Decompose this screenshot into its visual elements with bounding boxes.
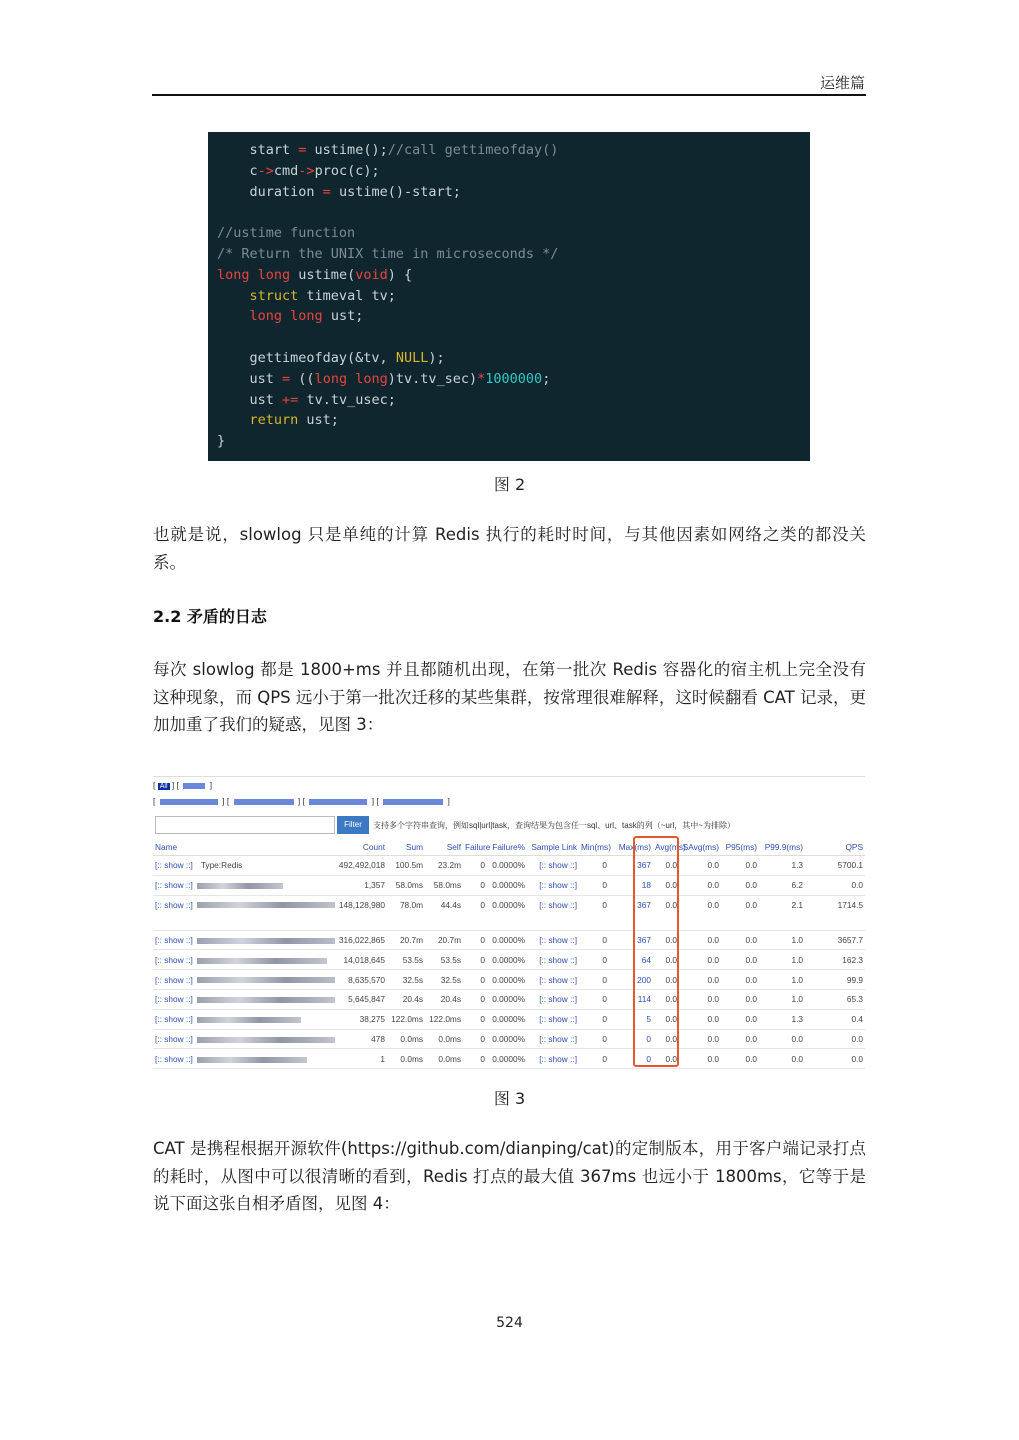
row-min: 0 <box>579 875 609 895</box>
col-savg[interactable]: SAvg(ms) <box>679 840 721 856</box>
code-line: ust += tv.tv_usec; <box>217 391 396 408</box>
row-count: 14,018,645 <box>335 950 387 970</box>
col-sum[interactable]: Sum <box>387 840 425 856</box>
cat-nav-row-2: [ ] [ ] [ ] [ ] <box>153 796 450 806</box>
row-self: 58.0ms <box>425 875 463 895</box>
row-min: 0 <box>579 895 609 930</box>
filter-hint: 支持多个字符串查询，例如sql|url|task，查询结果为包含任一sql、url、task的列（~url，其中~为排除） <box>373 821 735 830</box>
row-name[interactable] <box>153 1049 335 1069</box>
code-line: duration = ustime()-start; <box>217 183 461 200</box>
row-qps: 0.0 <box>805 875 865 895</box>
row-min: 0 <box>579 970 609 990</box>
row-self: 0.0ms <box>425 1029 463 1049</box>
redacted-name <box>197 1037 335 1043</box>
row-qps: 3657.7 <box>805 930 865 950</box>
nav-item[interactable] <box>309 799 367 805</box>
cat-table <box>153 840 865 1069</box>
row-self: 20.7m <box>425 930 463 950</box>
row-sum: 20.7m <box>387 930 425 950</box>
row-p95: 0.0 <box>721 930 759 950</box>
row-count: 8,635,570 <box>335 970 387 990</box>
row-count: 5,645,847 <box>335 989 387 1009</box>
row-self: 32.5s <box>425 970 463 990</box>
row-name[interactable] <box>153 989 335 1009</box>
row-sum: 100.5m <box>387 856 425 876</box>
col-count[interactable]: Count <box>335 840 387 856</box>
row-count: 1,357 <box>335 875 387 895</box>
show-link[interactable]: [:: show ::] <box>155 1053 193 1064</box>
row-qps: 65.3 <box>805 989 865 1009</box>
row-avg: 0.0 <box>653 875 679 895</box>
show-link[interactable]: [:: show ::] <box>155 934 193 945</box>
row-savg: 0.0 <box>679 856 721 876</box>
code-line: struct timeval tv; <box>249 287 396 304</box>
table-row[interactable] <box>153 1009 865 1029</box>
col-failure-pct[interactable]: Failure% <box>487 840 527 856</box>
col-self[interactable]: Self <box>425 840 463 856</box>
row-p999: 1.3 <box>759 856 805 876</box>
row-min: 0 <box>579 856 609 876</box>
row-name[interactable] <box>153 950 335 970</box>
show-link[interactable]: [:: show ::] <box>155 1033 193 1044</box>
row-sum: 0.0ms <box>387 1029 425 1049</box>
header-rule <box>152 94 866 96</box>
row-sample-link[interactable]: [:: show ::] <box>527 989 579 1009</box>
row-avg: 0.0 <box>653 970 679 990</box>
row-avg: 0.0 <box>653 895 679 930</box>
code-line: c->cmd->proc(c); <box>217 162 380 179</box>
row-max: 5 <box>609 1009 653 1029</box>
row-failure-pct: 0.0000% <box>487 950 527 970</box>
code-line: gettimeofday(&tv, NULL); <box>217 349 445 366</box>
section-title: 2.2 矛盾的日志 <box>153 607 267 626</box>
row-self: 122.0ms <box>425 1009 463 1029</box>
row-min: 0 <box>579 1049 609 1069</box>
paragraph-1: 也就是说，slowlog 只是单纯的计算 Redis 执行的耗时时间，与其他因素如网络之类的都没关系。 <box>153 525 866 572</box>
show-link[interactable]: [:: show ::] <box>155 899 193 910</box>
row-avg: 0.0 <box>653 989 679 1009</box>
row-p95: 0.0 <box>721 895 759 930</box>
row-self: 0.0ms <box>425 1049 463 1069</box>
row-sum: 53.5s <box>387 950 425 970</box>
row-sum: 122.0ms <box>387 1009 425 1029</box>
row-self: 23.2m <box>425 856 463 876</box>
code-line: /* Return the UNIX time in microseconds */ <box>217 245 559 262</box>
row-sample-link[interactable]: [:: show ::] <box>527 1049 579 1069</box>
redacted-name <box>197 997 335 1003</box>
row-failure: 0 <box>463 1009 487 1029</box>
row-p999: 0.0 <box>759 1029 805 1049</box>
row-failure: 0 <box>463 1049 487 1069</box>
row-p95: 0.0 <box>721 1029 759 1049</box>
show-link[interactable]: [:: show ::] <box>155 994 193 1005</box>
row-failure-pct: 0.0000% <box>487 989 527 1009</box>
row-p999: 6.2 <box>759 875 805 895</box>
redacted-name <box>197 883 283 889</box>
row-p95: 0.0 <box>721 1009 759 1029</box>
row-qps: 0.4 <box>805 1009 865 1029</box>
col-name[interactable]: Name <box>153 840 335 856</box>
row-savg: 0.0 <box>679 950 721 970</box>
figure-2-caption: 图 2 <box>493 475 526 494</box>
row-count: 492,492,018 <box>335 856 387 876</box>
code-block <box>208 132 810 461</box>
col-p999[interactable]: P99.9(ms) <box>759 840 805 856</box>
row-max: 114 <box>609 989 653 1009</box>
row-savg: 0.0 <box>679 970 721 990</box>
row-min: 0 <box>579 989 609 1009</box>
row-sample-link[interactable]: [:: show ::] <box>527 856 579 876</box>
row-qps: 1714.5 <box>805 895 865 930</box>
redacted-name <box>197 938 335 944</box>
redacted-name <box>197 902 335 908</box>
row-p95: 0.0 <box>721 989 759 1009</box>
cat-top-line <box>153 776 865 777</box>
row-sample-link[interactable]: [:: show ::] <box>527 970 579 990</box>
row-sample-link[interactable]: [:: show ::] <box>527 930 579 950</box>
row-failure-pct: 0.0000% <box>487 1009 527 1029</box>
row-max: 367 <box>609 895 653 930</box>
row-self: 20.4s <box>425 989 463 1009</box>
table-row[interactable] <box>153 875 865 895</box>
table-row[interactable] <box>153 970 865 990</box>
table-row[interactable] <box>153 950 865 970</box>
nav-item[interactable] <box>160 799 218 805</box>
row-max: 367 <box>609 856 653 876</box>
row-savg: 0.0 <box>679 895 721 930</box>
row-count: 148,128,980 <box>335 895 387 930</box>
row-min: 0 <box>579 930 609 950</box>
show-link[interactable]: [:: show ::] <box>155 974 193 985</box>
row-name[interactable] <box>153 895 335 930</box>
row-sum: 20.4s <box>387 989 425 1009</box>
row-name[interactable] <box>153 1009 335 1029</box>
table-row[interactable] <box>153 930 865 950</box>
col-failure[interactable]: Failure <box>463 840 487 856</box>
table-row[interactable] <box>153 1049 865 1069</box>
row-name[interactable] <box>153 930 335 950</box>
row-savg: 0.0 <box>679 1029 721 1049</box>
row-sum: 78.0m <box>387 895 425 930</box>
row-name[interactable] <box>153 970 335 990</box>
row-p999: 1.0 <box>759 950 805 970</box>
row-max: 18 <box>609 875 653 895</box>
row-savg: 0.0 <box>679 1009 721 1029</box>
row-failure: 0 <box>463 950 487 970</box>
redacted-name <box>197 1057 307 1063</box>
row-p95: 0.0 <box>721 875 759 895</box>
row-failure-pct: 0.0000% <box>487 1049 527 1069</box>
nav-item[interactable] <box>183 783 205 789</box>
row-min: 0 <box>579 1029 609 1049</box>
row-failure-pct: 0.0000% <box>487 875 527 895</box>
row-avg: 0.0 <box>653 1029 679 1049</box>
row-sample-link[interactable]: [:: show ::] <box>527 1029 579 1049</box>
row-avg: 0.0 <box>653 1049 679 1069</box>
row-savg: 0.0 <box>679 989 721 1009</box>
row-name[interactable] <box>153 1029 335 1049</box>
row-avg: 0.0 <box>653 1009 679 1029</box>
row-failure-pct: 0.0000% <box>487 895 527 930</box>
nav-item[interactable] <box>383 799 443 805</box>
row-count: 38,275 <box>335 1009 387 1029</box>
redacted-name <box>197 958 327 964</box>
code-line: //ustime function <box>217 225 356 242</box>
row-avg: 0.0 <box>653 930 679 950</box>
show-link[interactable]: [:: show ::] <box>155 1014 193 1025</box>
row-qps: 0.0 <box>805 1029 865 1049</box>
row-p999: 1.0 <box>759 930 805 950</box>
row-p999: 1.0 <box>759 989 805 1009</box>
row-failure-pct: 0.0000% <box>487 970 527 990</box>
col-qps[interactable]: QPS <box>805 840 865 856</box>
col-sample-link[interactable]: Sample Link <box>527 840 579 856</box>
code-line: long long ust; <box>249 308 364 325</box>
row-max: 0 <box>609 1029 653 1049</box>
row-name[interactable] <box>153 875 335 895</box>
row-failure: 0 <box>463 856 487 876</box>
row-qps: 162.3 <box>805 950 865 970</box>
header-title: 运维篇 <box>819 74 865 92</box>
row-qps: 5700.1 <box>805 856 865 876</box>
row-sample-link[interactable]: [:: show ::] <box>527 875 579 895</box>
filter-input[interactable] <box>155 816 335 834</box>
redacted-name <box>197 1017 301 1023</box>
row-self: 44.4s <box>425 895 463 930</box>
paragraph-3: CAT 是携程根据开源软件(https://github.com/dianping/cat)的定制版本，用于客户端记录打点的耗时，从图中可以很清晰的看到，Redis 打点的最大值 367ms 也远小于 1800ms，它等于是说下面这张自相矛盾图，见图 4： <box>153 1139 866 1213</box>
row-self: 53.5s <box>425 950 463 970</box>
row-name[interactable] <box>153 856 335 876</box>
show-link[interactable]: [:: show ::] <box>155 954 193 965</box>
row-failure: 0 <box>463 930 487 950</box>
show-link[interactable]: [:: show ::] <box>155 860 193 871</box>
row-failure-pct: 0.0000% <box>487 930 527 950</box>
redacted-name <box>197 977 335 983</box>
row-type-label: Type:Redis <box>200 860 243 871</box>
row-sample-link[interactable]: [:: show ::] <box>527 950 579 970</box>
row-p95: 0.0 <box>721 950 759 970</box>
row-p95: 0.0 <box>721 1049 759 1069</box>
row-failure: 0 <box>463 970 487 990</box>
table-row[interactable] <box>153 856 865 876</box>
row-savg: 0.0 <box>679 930 721 950</box>
table-header-row <box>153 840 865 856</box>
code-line: } <box>217 433 226 450</box>
table-row[interactable] <box>153 989 865 1009</box>
code-line: long long ustime(void) { <box>217 266 413 283</box>
row-p999: 0.0 <box>759 1049 805 1069</box>
show-link[interactable]: [:: show ::] <box>155 880 193 891</box>
row-p95: 0.0 <box>721 970 759 990</box>
nav-selected[interactable]: All <box>159 783 168 790</box>
row-count: 1 <box>335 1049 387 1069</box>
row-avg: 0.0 <box>653 856 679 876</box>
row-failure-pct: 0.0000% <box>487 1029 527 1049</box>
code-line <box>217 202 810 223</box>
table-row[interactable] <box>153 895 865 930</box>
figure-3-caption: 图 3 <box>493 1089 526 1108</box>
row-sum: 0.0ms <box>387 1049 425 1069</box>
code-line <box>217 327 810 348</box>
code-line: start = ustime();//call gettimeofday() <box>217 142 559 158</box>
cat-screenshot <box>153 776 865 1068</box>
row-qps: 99.9 <box>805 970 865 990</box>
row-sample-link[interactable]: [:: show ::] <box>527 895 579 930</box>
row-p999: 1.0 <box>759 970 805 990</box>
col-avg[interactable]: Avg(ms) <box>653 840 679 856</box>
row-failure: 0 <box>463 895 487 930</box>
row-qps: 0.0 <box>805 1049 865 1069</box>
row-savg: 0.0 <box>679 875 721 895</box>
row-failure-pct: 0.0000% <box>487 856 527 876</box>
row-p999: 1.3 <box>759 1009 805 1029</box>
row-avg: 0.0 <box>653 950 679 970</box>
table-row[interactable] <box>153 1029 865 1049</box>
col-p95[interactable]: P95(ms) <box>721 840 759 856</box>
col-max[interactable]: Max(ms) <box>609 840 653 856</box>
row-p999: 2.1 <box>759 895 805 930</box>
row-max: 367 <box>609 930 653 950</box>
cat-nav-row-1: [ All ] [ ] <box>153 780 213 790</box>
row-max: 64 <box>609 950 653 970</box>
col-min[interactable]: Min(ms) <box>579 840 609 856</box>
row-min: 0 <box>579 950 609 970</box>
row-max: 200 <box>609 970 653 990</box>
filter-button[interactable]: Filter <box>337 816 369 834</box>
row-sum: 58.0ms <box>387 875 425 895</box>
row-sum: 32.5s <box>387 970 425 990</box>
row-failure: 0 <box>463 875 487 895</box>
nav-item[interactable] <box>234 799 294 805</box>
row-p95: 0.0 <box>721 856 759 876</box>
max-column-highlight <box>633 836 679 1067</box>
row-count: 316,022,865 <box>335 930 387 950</box>
code-line: ust = ((long long)tv.tv_sec)*1000000; <box>217 370 551 387</box>
row-max: 0 <box>609 1049 653 1069</box>
row-failure: 0 <box>463 1029 487 1049</box>
page-number: 524 <box>496 1315 523 1331</box>
code-line: return ust; <box>249 412 339 429</box>
row-failure: 0 <box>463 989 487 1009</box>
row-sample-link[interactable]: [:: show ::] <box>527 1009 579 1029</box>
paragraph-2: 每次 slowlog 都是 1800+ms 并且都随机出现，在第一批次 Redis 容器化的宿主机上完全没有这种现象，而 QPS 远小于第一批次迁移的某些集群，按常理很难解释，这时候翻看 CAT 记录，更加加重了我们的疑惑，见图 3： <box>153 660 866 734</box>
row-count: 478 <box>335 1029 387 1049</box>
row-savg: 0.0 <box>679 1049 721 1069</box>
row-min: 0 <box>579 1009 609 1029</box>
